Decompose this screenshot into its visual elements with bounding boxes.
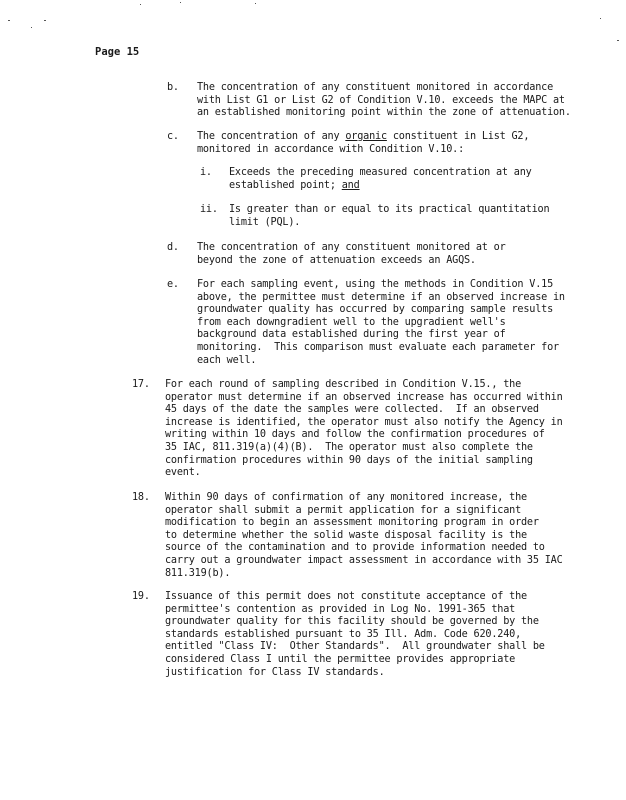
- item-marker: 17.: [132, 379, 150, 390]
- item-text-line: modification to begin an assessment monitoring program in order: [165, 517, 539, 529]
- scan-speck: [44, 20, 46, 21]
- item-text-line: beyond the zone of attenuation exceeds an AGQS.: [197, 254, 476, 266]
- item-marker: ii.: [200, 204, 218, 215]
- item-text-line: The concentration of any constituent monitored in accordance: [197, 82, 554, 93]
- item-text-line: Issuance of this permit does not constitute acceptance of the: [165, 591, 527, 602]
- item-text-line: standards established pursuant to 35 Ill. Adm. Code 620.240,: [165, 628, 522, 640]
- item-text-line: an established monitoring point within the zone of attenuation.: [197, 107, 571, 119]
- item-text-line: considered Class I until the permittee provides appropriate: [165, 654, 516, 665]
- item-text-line: confirmation procedures within 90 days of the initial sampling: [165, 454, 533, 466]
- item-marker: e.: [167, 279, 179, 290]
- item-text-line: [197, 131, 529, 144]
- item-text-line: 811.319(b).: [165, 567, 231, 579]
- item-text-line: event.: [165, 467, 201, 479]
- item-text-line: 35 IAC, 811.319(a)(4)(B). The operator must also complete the: [165, 442, 533, 453]
- item-text-line: with List G1 or List G2 of Condition V.10. exceeds the MAPC at: [197, 94, 565, 106]
- page-number: Page 15: [95, 46, 140, 58]
- item-text-line: For each round of sampling described in Condition V.15., the: [165, 379, 522, 390]
- item-text-line: carry out a groundwater impact assessment in accordance with 35 IAC: [165, 555, 563, 566]
- item-text-line: above, the permittee must determine if an observed increase in: [197, 291, 565, 303]
- scan-speck: [600, 18, 601, 19]
- item-marker: 18.: [132, 492, 150, 503]
- item-text-line: 45 days of the date the samples were collected. If an observed: [165, 404, 539, 416]
- scan-speck: [31, 27, 32, 28]
- item-text-line: each well.: [197, 354, 257, 366]
- scan-speck: [255, 3, 256, 4]
- item-marker: c.: [167, 131, 179, 142]
- item-text-line: limit (PQL).: [229, 216, 301, 228]
- item-text-line: permittee's contention as provided in Log No. 1991-365 that: [165, 603, 516, 615]
- item-text-line: to determine whether the solid waste disposal facility is the: [165, 529, 527, 541]
- item-text-line: Is greater than or equal to its practical quantitation: [229, 204, 550, 215]
- item-text-line: operator must determine if an observed increase has occurred within: [165, 391, 563, 403]
- item-text-segment: established point;: [229, 179, 342, 191]
- item-text-line: entitled "Class IV: Other Standards". All groundwater shall be: [165, 641, 545, 653]
- scan-speck: [140, 4, 141, 5]
- item-marker: i.: [200, 167, 212, 178]
- item-text-line: justification for Class IV standards.: [165, 666, 385, 678]
- item-text-line: increase is identified, the operator must also notify the Agency in: [165, 416, 563, 428]
- item-text-line: For each sampling event, using the methods in Condition V.15: [197, 279, 554, 290]
- item-text-line: monitored in accordance with Condition V.10.:: [197, 143, 465, 155]
- item-text-line: The concentration of any constituent monitored at or: [197, 242, 506, 253]
- underlined-word: and: [341, 179, 360, 191]
- underlined-word: organic: [345, 131, 387, 142]
- item-marker: b.: [167, 82, 179, 93]
- item-text-line: operator shall submit a permit application for a significant: [165, 504, 522, 516]
- scan-speck: [180, 2, 181, 3]
- scan-speck: [8, 20, 10, 21]
- item-text-line: writing within 10 days and follow the confirmation procedures of: [165, 429, 545, 441]
- item-text-line: source of the contamination and to provide information needed to: [165, 542, 545, 554]
- item-text-line: background data established during the first year of: [197, 329, 506, 341]
- item-text-line: from each downgradient well to the upgradient well's: [197, 316, 506, 328]
- item-text-line: groundwater quality has occurred by comparing sample results: [197, 304, 554, 316]
- item-text-line: [229, 180, 360, 193]
- item-text-line: Within 90 days of confirmation of any monitored increase, the: [165, 492, 527, 503]
- scan-speck: [617, 40, 619, 41]
- item-text-line: monitoring. This comparison must evaluate each parameter for: [197, 342, 559, 353]
- item-marker: d.: [167, 242, 179, 253]
- item-marker: 19.: [132, 591, 150, 602]
- item-text-line: groundwater quality for this facility should be governed by the: [165, 616, 539, 628]
- item-text-segment: constituent in List G2,: [386, 131, 530, 142]
- item-text-segment: The concentration of any: [197, 131, 346, 142]
- item-text-line: Exceeds the preceding measured concentration at any: [229, 167, 532, 178]
